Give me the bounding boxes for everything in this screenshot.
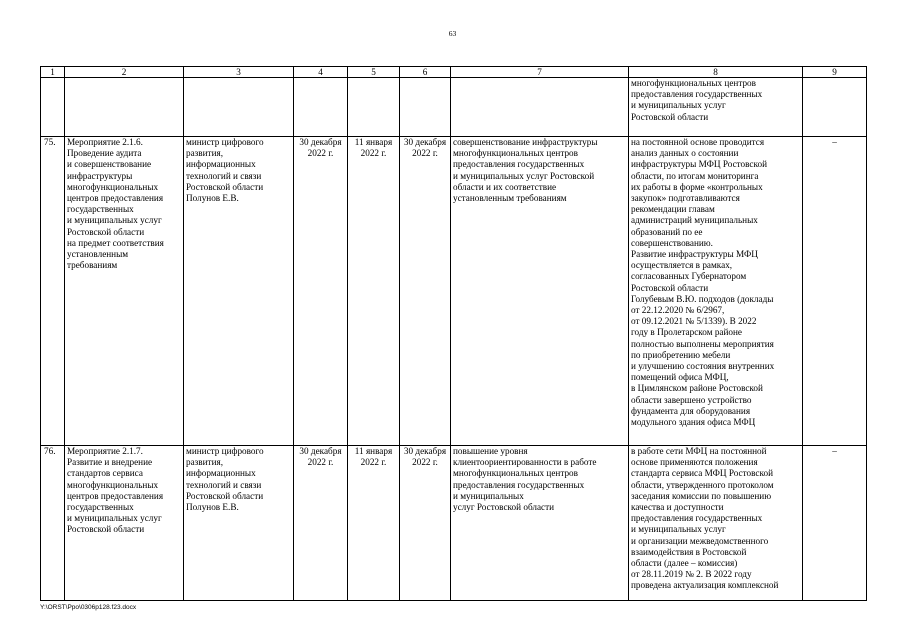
- responsible-cell: министр цифрового развития, информационных технологий и связи Ростовской области Полунов Е.В.: [184, 446, 294, 601]
- event-cell: Мероприятие 2.1.6. Проведение аудита и совершенствование инфраструктуры многофункциональных центров предоставления государственных и муниципальных услуг Ростовской области на предмет соответствия установленным требованиям: [65, 137, 184, 446]
- header-cell: 9: [803, 67, 867, 78]
- table-row: [41, 446, 867, 601]
- note-cell: –: [803, 137, 867, 446]
- status-cell: в работе сети МФЦ на постоянной основе применяются положения стандарта сервиса МФЦ Ростовской области, утвержденного протоколом заседания комиссии по повышению качества и доступности предоставления государственных и муниципальных услуг и организации межведомственного взаимодействия в Ростовской области (далее – комиссия) от 28.11.2019 № 2. В 2022 году проведена актуализация комплексной: [629, 446, 803, 601]
- date-fact-cell: 30 декабря 2022 г.: [400, 446, 451, 601]
- result-cell: повышение уровня клиентоориентированности в работе многофункциональных центров предоставления государственных и муниципальных услуг Ростовской области: [451, 446, 629, 601]
- header-cell: 6: [400, 67, 451, 78]
- table-row: [41, 137, 867, 446]
- continuation-row: [41, 78, 867, 137]
- header-cell: 7: [451, 67, 629, 78]
- event-cell: Мероприятие 2.1.7. Развитие и внедрение стандартов сервиса многофункциональных центров предоставления государственных и муниципальных услуг Ростовской области: [65, 446, 184, 601]
- header-cell: 8: [629, 67, 803, 78]
- page-number: 63: [448, 29, 457, 38]
- date-plan-start-cell: 30 декабря 2022 г.: [294, 137, 348, 446]
- date-plan-end-cell: 11 января 2022 г.: [348, 446, 400, 601]
- header-cell: 1: [41, 67, 65, 78]
- header-row: [41, 67, 867, 78]
- header-cell: 4: [294, 67, 348, 78]
- file-path-footer: Y:\ORST\Ppo\0306p128.f23.docx: [40, 604, 137, 611]
- result-cell: совершенствование инфраструктуры многофункциональных центров предоставления государственных и муниципальных услуг Ростовской области и их соответствие установленным требованиям: [451, 137, 629, 446]
- status-cell: на постоянной основе проводится анализ данных о состоянии инфраструктуры МФЦ Ростовской области, по итогам мониторинга их работы в форме «контрольных закупок» подготавливаются рекомендации главам администраций муниципальных образований по ее совершенствованию. Развитие инфраструктуры МФЦ осуществляется в рамках, согласованных Губернатором Ростовской области Голубевым В.Ю. подходов (доклады от 22.12.2020 № 6/2967, от 09.12.2021 № 5/1339). В 2022 году в Пролетарском районе полностью выполнены мероприятия по приобретению мебели и улучшению состояния внутренних помещений офиса МФЦ, в Цимлянском районе Ростовской области завершено устройство фундамента для оборудования модульного здания офиса МФЦ: [629, 137, 803, 446]
- continuation-text: многофункциональных центров предоставления государственных и муниципальных услуг Ростовской области: [629, 78, 803, 137]
- responsible-cell: министр цифрового развития, информационных технологий и связи Ростовской области Полунов Е.В.: [184, 137, 294, 446]
- header-cell: 2: [65, 67, 184, 78]
- date-plan-start-cell: 30 декабря 2022 г.: [294, 446, 348, 601]
- row-number: 75.: [41, 137, 65, 446]
- report-table: [40, 66, 867, 601]
- note-cell: –: [803, 446, 867, 601]
- header-cell: 5: [348, 67, 400, 78]
- date-fact-cell: 30 декабря 2022 г.: [400, 137, 451, 446]
- row-number: 76.: [41, 446, 65, 601]
- header-cell: 3: [184, 67, 294, 78]
- date-plan-end-cell: 11 января 2022 г.: [348, 137, 400, 446]
